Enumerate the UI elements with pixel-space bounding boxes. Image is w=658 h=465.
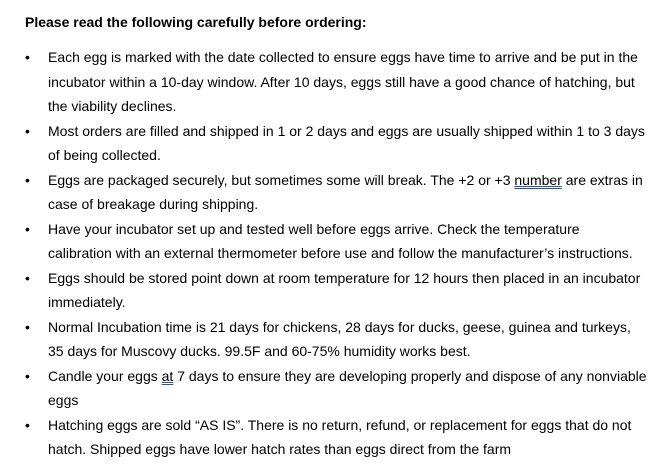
list-item-text	[48, 315, 652, 364]
list-item-line: the viability declines.	[48, 98, 177, 114]
list-item-line	[48, 368, 647, 384]
spellcheck-underlined-word: number	[514, 171, 562, 188]
bullet-icon: •	[25, 416, 30, 433]
list-item	[0, 45, 652, 119]
list-item-line: Have your incubator set up and tested well before eggs arrive. Check the temperature	[48, 220, 580, 237]
bullet-icon: •	[25, 49, 30, 65]
bullet-icon: •	[25, 122, 30, 139]
list-item-line: incubator within a 10-day window. After 10 days, eggs still have a good chance of hatching, but	[48, 73, 635, 90]
list-item	[0, 364, 652, 413]
bullet-icon: •	[25, 220, 30, 237]
page-heading: Please read the following carefully before ordering:	[25, 14, 367, 30]
list-item-text	[48, 168, 652, 217]
list-item-text	[48, 119, 652, 168]
list-item	[0, 168, 652, 217]
bullet-icon: •	[25, 269, 30, 286]
list-item-text	[48, 364, 652, 413]
list-item-line-start: Candle your eggs	[48, 367, 162, 384]
list-item-line: of being collected.	[48, 147, 161, 163]
instructions-list	[0, 45, 658, 462]
list-item	[0, 217, 652, 266]
bullet-icon: •	[25, 318, 30, 335]
list-item-line	[48, 172, 643, 188]
list-item-line: calibration with an external thermometer before use and follow the manufacturer’s instructions.	[48, 245, 633, 261]
list-item-line-end: are extras in	[561, 171, 643, 188]
bullet-icon: •	[25, 367, 30, 384]
list-item-line: Each egg is marked with the date collected to ensure eggs have time to arrive and be put in the	[48, 49, 638, 65]
list-item	[0, 315, 652, 364]
list-item-line: hatch. Shipped eggs have lower hatch rates than eggs direct from the farm	[48, 441, 512, 457]
list-item-text	[48, 45, 652, 119]
list-item-line: Normal Incubation time is 21 days for chickens, 28 days for ducks, geese, guinea and turkeys,	[48, 318, 631, 335]
list-item-line: 35 days for Muscovy ducks. 99.5F and 60-75% humidity works best.	[48, 343, 471, 359]
list-item-line: Hatching eggs are sold “AS IS”. There is no return, refund, or replacement for eggs that do not	[48, 416, 632, 433]
spellcheck-underlined-word: at	[161, 367, 174, 384]
list-item-text	[48, 217, 652, 266]
list-item	[0, 119, 652, 168]
list-item-text	[48, 413, 652, 462]
list-item-line-end: 7 days to ensure they are developing properly and dispose of any nonviable	[173, 367, 647, 384]
list-item-line: Eggs should be stored point down at room temperature for 12 hours then placed in an incubator	[48, 269, 641, 286]
list-item-line: eggs	[48, 392, 79, 408]
list-item-line: immediately.	[48, 294, 126, 310]
list-item-line: Most orders are filled and shipped in 1 or 2 days and eggs are usually shipped within 1 to 3 days	[48, 122, 645, 139]
list-item-line-start: Eggs are packaged securely, but sometimes some will break. The +2 or +3	[48, 171, 515, 188]
bullet-icon: •	[25, 171, 30, 188]
list-item	[0, 266, 652, 315]
list-item	[0, 413, 652, 462]
list-item-line: case of breakage during shipping.	[48, 196, 259, 212]
list-item-text	[48, 266, 652, 315]
